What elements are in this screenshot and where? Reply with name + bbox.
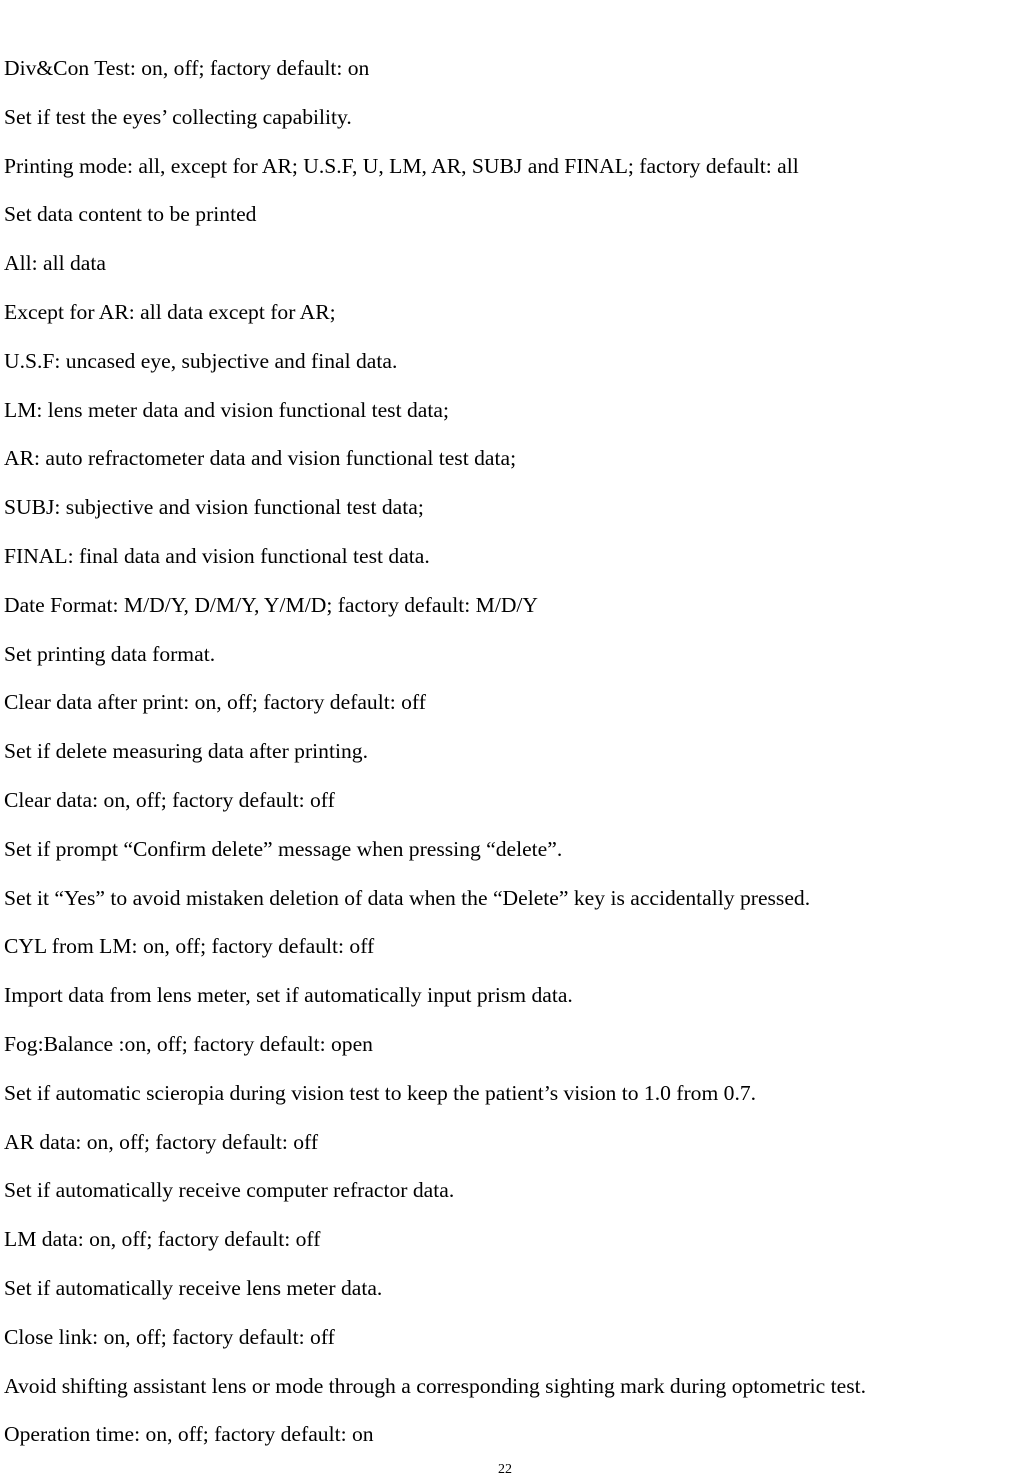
text-line: Set if test the eyes’ collecting capability.	[4, 104, 352, 129]
text-line: SUBJ: subjective and vision functional test data;	[4, 495, 424, 520]
text-line: CYL from LM: on, off; factory default: off	[4, 934, 375, 959]
text-line: FINAL: final data and vision functional test data.	[4, 543, 430, 568]
text-line: LM data: on, off; factory default: off	[4, 1227, 321, 1252]
text-line: Fog:Balance :on, off; factory default: open	[4, 1031, 373, 1056]
text-line: Set it “Yes” to avoid mistaken deletion of data when the “Delete” key is accidentally pressed.	[4, 885, 811, 910]
text-line: Set if delete measuring data after printing.	[4, 739, 368, 764]
text-line: AR data: on, off; factory default: off	[4, 1129, 319, 1154]
text-line: Except for AR: all data except for AR;	[4, 299, 336, 324]
text-line: Import data from lens meter, set if automatically input prism data.	[4, 983, 573, 1008]
text-line: Set if automatically receive computer refractor data.	[4, 1178, 455, 1203]
text-line: Operation time: on, off; factory default: on	[4, 1422, 374, 1447]
text-line: Clear data: on, off; factory default: off	[4, 787, 335, 812]
text-line: U.S.F: uncased eye, subjective and final data.	[4, 348, 398, 373]
text-line: Set if prompt “Confirm delete” message when pressing “delete”.	[4, 836, 563, 861]
text-line: AR: auto refractometer data and vision functional test data;	[4, 446, 517, 471]
text-line: Printing mode: all, except for AR; U.S.F, U, LM, AR, SUBJ and FINAL; factory default: all	[4, 153, 799, 178]
text-line: LM: lens meter data and vision functional test data;	[4, 397, 449, 422]
text-line: Set if automatically receive lens meter data.	[4, 1275, 383, 1300]
text-line: Date Format: M/D/Y, D/M/Y, Y/M/D; factory default: M/D/Y	[4, 592, 539, 617]
text-line: Set if automatic scieropia during vision test to keep the patient’s vision to 1.0 from 0.7.	[4, 1080, 757, 1105]
text-line: Avoid shifting assistant lens or mode through a corresponding sighting mark during optometric test.	[4, 1373, 867, 1398]
text-line: Set data content to be printed	[4, 202, 257, 227]
page-number: 22	[498, 1462, 512, 1477]
settings-text-block	[4, 52, 1008, 1467]
text-line: Div&Con Test: on, off; factory default: on	[4, 56, 370, 80]
text-line: Close link: on, off; factory default: off	[4, 1324, 335, 1349]
text-line: Set printing data format.	[4, 641, 216, 666]
text-line: Clear data after print: on, off; factory default: off	[4, 690, 426, 715]
text-line: All: all data	[4, 251, 106, 276]
